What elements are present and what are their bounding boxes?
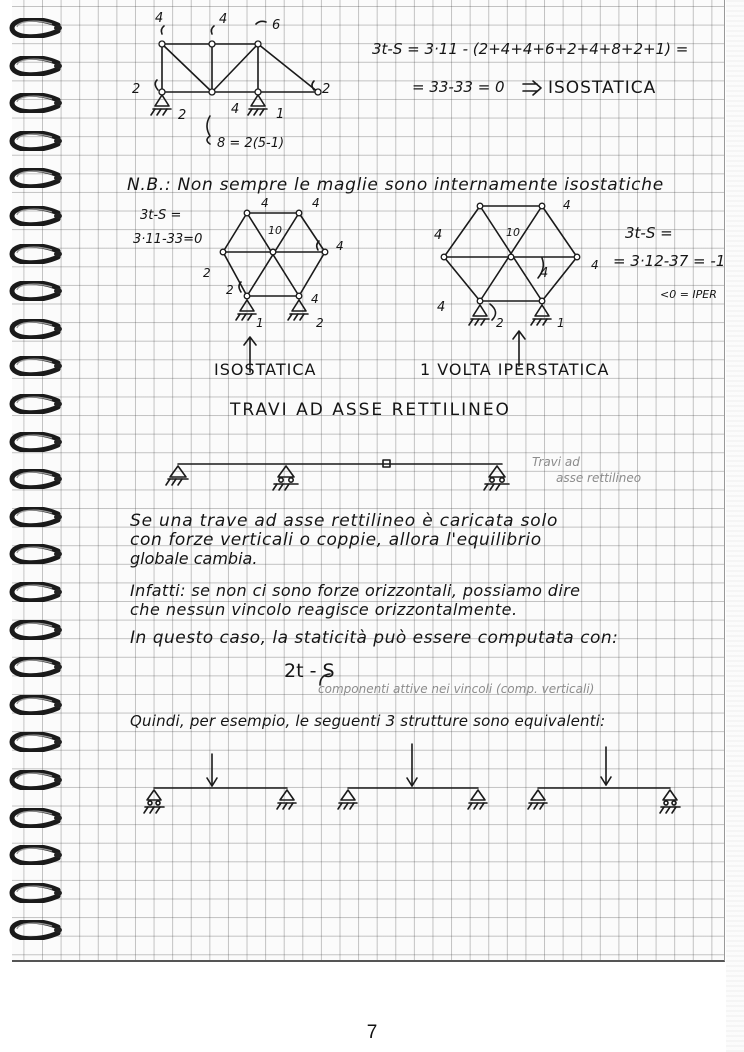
spiral-ring (8, 507, 64, 527)
left-mesh-label-2-bottomleft: 2 (226, 283, 234, 297)
formula-note-bracket (318, 671, 358, 687)
spiral-ring (8, 582, 64, 602)
truss-top-label-4b: 4 (219, 12, 228, 27)
right-mesh-formula-line3: <0 = IPER (660, 288, 717, 301)
right-mesh-label-support-1: 1 (557, 316, 565, 330)
implies-arrow (521, 80, 543, 96)
left-mesh-label-4-right: 4 (336, 239, 344, 253)
spiral-ring (8, 808, 64, 828)
left-mesh-caption: ISOSTATICA (214, 360, 317, 379)
spiral-ring (8, 93, 64, 113)
spiral-ring (8, 394, 64, 414)
right-mesh-formula-line2: = 3·12-37 = -1 (613, 252, 726, 270)
beam-diagram (160, 452, 530, 502)
left-mesh-label-support-2: 2 (316, 316, 324, 330)
spiral-ring (8, 695, 64, 715)
spiral-ring (8, 244, 64, 264)
p2-line1: Infatti: se non ci sono forze orizzontali, possiamo dire (130, 581, 581, 600)
truss-top-label-4a: 4 (155, 11, 164, 26)
spiral-ring (8, 18, 64, 38)
left-mesh-label-4-bottomright: 4 (311, 292, 319, 306)
truss-top-formula-line2: = 33-33 = 0 (412, 78, 505, 96)
equivalent-beam-2 (334, 742, 494, 822)
p3-line1: In questo caso, la staticità può essere computata con: (130, 628, 619, 648)
left-mesh-label-10: 10 (268, 224, 282, 237)
formula-note: componenti attive nei vincoli (comp. verticali) (318, 682, 595, 696)
p1-line3: globale cambia. (130, 549, 258, 568)
p4-line1: Quindi, per esempio, le seguenti 3 strutture sono equivalenti: (130, 712, 606, 730)
section-title: TRAVI AD ASSE RETTILINEO (230, 400, 511, 420)
right-mesh-label-4-inner: 4 (540, 266, 549, 281)
truss-top-label-2-support: 2 (178, 108, 187, 123)
truss-top-label-1-support: 1 (276, 107, 285, 122)
truss-top-label-2-left: 2 (132, 82, 141, 97)
spiral-ring (8, 920, 64, 940)
equivalent-beam-3 (524, 745, 684, 825)
left-mesh-formula-line1: 3t-S = (140, 208, 182, 223)
spiral-ring (8, 56, 64, 76)
truss-top-label-2-right: 2 (322, 82, 331, 97)
p1-line1: Se una trave ad asse rettilineo è caricata solo (130, 511, 559, 531)
spiral-ring (8, 732, 64, 752)
p2-line2: che nessun vincolo reagisce orizzontalmente. (130, 600, 518, 619)
truss-top-result: ISOSTATICA (548, 78, 657, 98)
formula-2t-s: 2t - S (284, 660, 335, 682)
spiral-binding (0, 0, 70, 960)
left-mesh-label-4-topleft: 4 (312, 196, 320, 210)
page-number: 7 (366, 1022, 378, 1043)
right-mesh-label-4-topright: 4 (563, 198, 571, 212)
truss-top-label-4-bottom: 4 (231, 102, 240, 117)
nb-note: N.B.: Non sempre le maglie sono internamente isostatiche (127, 175, 664, 195)
truss-top-formula-line1: 3t-S = 3·11 - (2+4+4+6+2+4+8+2+1) = (372, 40, 689, 58)
left-mesh-formula-line2: 3·11-33=0 (133, 232, 203, 247)
spiral-ring (8, 168, 64, 188)
left-mesh-label-support-1: 1 (256, 316, 264, 330)
beam-note-line2: asse rettilineo (556, 471, 642, 485)
right-mesh-label-support-2: 2 (496, 316, 504, 330)
spiral-ring (8, 883, 64, 903)
spiral-ring (8, 657, 64, 677)
equivalent-beam-1 (142, 752, 302, 822)
scan-edge (726, 0, 744, 1052)
beam-note-line1: Travi ad (532, 455, 580, 469)
left-mesh-label-2-left: 2 (203, 266, 211, 280)
right-mesh-label-10: 10 (506, 226, 520, 239)
spiral-ring (8, 620, 64, 640)
truss-top-links-note: 8 = 2(5-1) (217, 136, 285, 151)
right-mesh-label-4-left: 4 (434, 228, 443, 243)
spiral-ring (8, 469, 64, 489)
spiral-ring (8, 281, 64, 301)
spiral-ring (8, 770, 64, 790)
right-mesh-caption: 1 VOLTA IPERSTATICA (420, 360, 610, 379)
spiral-ring (8, 432, 64, 452)
left-mesh-label-4-topright: 4 (261, 196, 269, 210)
spiral-ring (8, 845, 64, 865)
right-mesh-label-4-right: 4 (591, 258, 599, 272)
spiral-ring (8, 319, 64, 339)
spiral-ring (8, 206, 64, 226)
right-mesh-formula-line1: 3t-S = (625, 224, 673, 242)
spiral-ring (8, 131, 64, 151)
p1-line2: con forze verticali o coppie, allora l'equilibrio (130, 530, 542, 550)
right-mesh-drawing (432, 194, 602, 344)
spiral-ring (8, 356, 64, 376)
spiral-ring (8, 544, 64, 564)
truss-top-label-6: 6 (272, 18, 281, 33)
right-mesh-label-4-bottomleft: 4 (437, 300, 446, 315)
